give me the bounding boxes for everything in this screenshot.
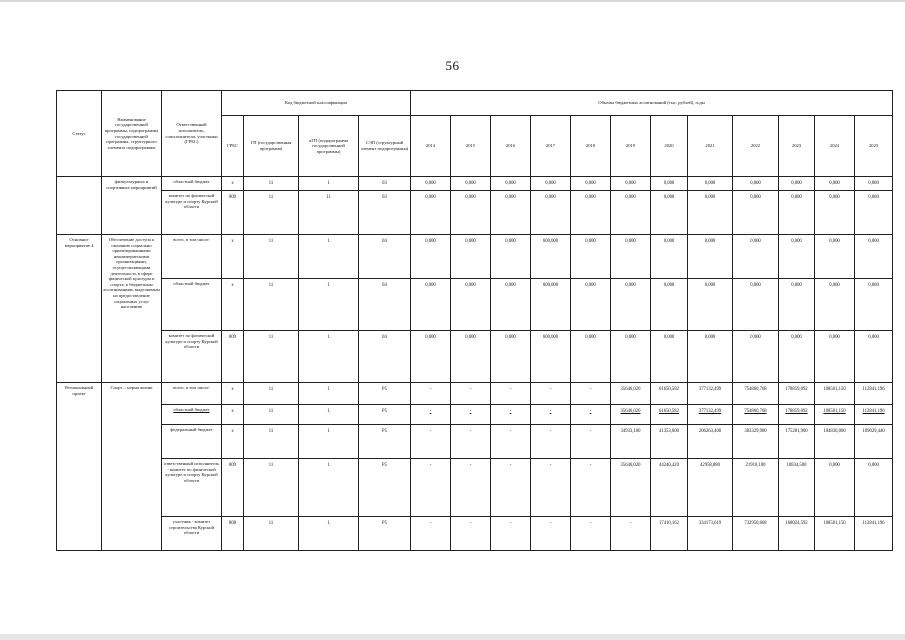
row-value: - <box>411 405 451 425</box>
row-grbs: x <box>222 279 244 331</box>
header-name: Наименование государственной программы, подпрограммы государственной программы, структурного элемента подпрограммы <box>102 91 162 177</box>
row-value: - <box>571 425 611 459</box>
row-value: 0,000 <box>491 191 531 235</box>
row-value: 0,000 <box>855 235 893 279</box>
scan-edge-bottom <box>0 634 905 640</box>
row-value: 383329,900 <box>733 425 779 459</box>
row-value: 0,000 <box>855 191 893 235</box>
row-sep: 04 <box>359 279 411 331</box>
row-value: - <box>491 517 531 551</box>
row-executor: федеральный бюджет <box>162 425 222 459</box>
header-code-group: Код бюджетной классификации <box>222 91 411 116</box>
row-gp: 11 <box>244 459 299 517</box>
row-value: - <box>531 459 571 517</box>
row-value: 41353,600 <box>651 425 688 459</box>
header-code-col: ГРБС <box>222 116 244 177</box>
row-value: 112841,196 <box>855 405 893 425</box>
row-grbs: 809 <box>222 191 244 235</box>
table-row <box>57 331 893 383</box>
row-value: - <box>571 517 611 551</box>
row-executor: комитет по физической культуре и спорту Курской области <box>162 331 222 383</box>
row-gp: 11 <box>244 191 299 235</box>
row-value: 0,000 <box>733 331 779 383</box>
row-value: 0,000 <box>451 235 491 279</box>
row-value: 175281,900 <box>779 425 815 459</box>
row-value: 206263,400 <box>688 425 733 459</box>
header-code-col: СЭП (структурный элемент подпрограммы) <box>359 116 411 177</box>
row-value: 0,000 <box>779 235 815 279</box>
row-value: 0,000 <box>688 279 733 331</box>
row-value: - <box>411 383 451 405</box>
row-value: 34933,100 <box>611 425 651 459</box>
row-value: 0,000 <box>411 177 451 191</box>
row-grbs: x <box>222 425 244 459</box>
row-executor: всего, в том числе: <box>162 383 222 405</box>
header-year: 2014 <box>411 116 451 177</box>
row-value: - <box>531 405 571 425</box>
row-value: - <box>531 383 571 405</box>
header-executor: Ответственный исполнитель, соисполнители, участники (ГРБС) <box>162 91 222 177</box>
row-value: 61650,582 <box>651 383 688 405</box>
row-value: 178859,092 <box>779 383 815 405</box>
row-value: - <box>491 383 531 405</box>
row-grbs: 808 <box>222 517 244 551</box>
row-value: 0,000 <box>451 331 491 383</box>
row-sep: P5 <box>359 383 411 405</box>
header-year: 2019 <box>611 116 651 177</box>
table-row <box>57 405 893 425</box>
row-value: 0,000 <box>815 459 855 517</box>
row-status: Региональный проект <box>57 383 102 551</box>
row-value: 0,000 <box>688 235 733 279</box>
header-code-col: ГП (государственная программа) <box>244 116 299 177</box>
row-sep: P5 <box>359 425 411 459</box>
row-gp: 11 <box>244 177 299 191</box>
row-value: 0,000 <box>531 177 571 191</box>
page-number: 56 <box>445 58 460 73</box>
row-value: - <box>611 517 651 551</box>
row-value: 21910,100 <box>733 459 779 517</box>
row-value: 0,000 <box>855 331 893 383</box>
row-value: 0,000 <box>611 331 651 383</box>
row-value: 0,000 <box>815 177 855 191</box>
row-value: 42958,880 <box>688 459 733 517</box>
row-value: 377132,499 <box>688 405 733 425</box>
scan-edge-top <box>0 0 905 2</box>
row-grbs: x <box>222 177 244 191</box>
row-value: 35646,020 <box>611 459 651 517</box>
row-executor: всего, в том числе: <box>162 235 222 279</box>
header-year: 2021 <box>688 116 733 177</box>
table-row <box>57 459 893 517</box>
row-value: 0,000 <box>611 279 651 331</box>
row-value: 112841,196 <box>855 383 893 405</box>
row-value: 44240,420 <box>651 459 688 517</box>
row-value: 0,000 <box>733 177 779 191</box>
table-body <box>57 177 893 551</box>
row-value: - <box>531 425 571 459</box>
row-value: - <box>491 405 531 425</box>
row-gp: 11 <box>244 517 299 551</box>
row-value: - <box>451 405 491 425</box>
row-value: 0,000 <box>571 235 611 279</box>
header-code-col: пГП (подпрограмма государственной программы) <box>299 116 359 177</box>
row-value: 0,000 <box>733 235 779 279</box>
row-sep: 04 <box>359 331 411 383</box>
row-value: 334173,619 <box>688 517 733 551</box>
row-grbs: x <box>222 235 244 279</box>
row-sep: P5 <box>359 517 411 551</box>
table-row <box>57 383 893 405</box>
row-value: 10834,500 <box>779 459 815 517</box>
row-value: - <box>451 383 491 405</box>
row-value: 0,000 <box>779 177 815 191</box>
row-executor: комитет по физической культуре и спорту Курской области <box>162 191 222 235</box>
row-value: - <box>451 517 491 551</box>
row-value: 0,000 <box>491 177 531 191</box>
row-sep: 03 <box>359 177 411 191</box>
row-pgp: 1 <box>299 279 359 331</box>
row-pgp: 1 <box>299 517 359 551</box>
row-sep: 04 <box>359 235 411 279</box>
row-value: 0,000 <box>855 459 893 517</box>
row-value: - <box>451 459 491 517</box>
table-row <box>57 279 893 331</box>
row-value: 0,000 <box>451 279 491 331</box>
row-value: 0,000 <box>651 177 688 191</box>
row-gp: 11 <box>244 425 299 459</box>
row-value: - <box>571 383 611 405</box>
row-value: 35646,020 <box>611 405 651 425</box>
row-value: 0,000 <box>411 235 451 279</box>
row-value: - <box>451 425 491 459</box>
row-value: 35646,020 <box>611 383 651 405</box>
header-year: 2020 <box>651 116 688 177</box>
row-value: 0,000 <box>571 191 611 235</box>
row-gp: 11 <box>244 383 299 405</box>
row-value: 0,000 <box>815 191 855 235</box>
row-value: 108501,150 <box>815 383 855 405</box>
row-value: 0,000 <box>855 279 893 331</box>
row-value: - <box>411 459 451 517</box>
row-sep: P5 <box>359 459 411 517</box>
row-value: 754860,768 <box>733 383 779 405</box>
row-value: 0,000 <box>815 235 855 279</box>
row-value: - <box>571 459 611 517</box>
row-value: 377132,499 <box>688 383 733 405</box>
row-value: 104836,000 <box>815 425 855 459</box>
row-pgp: 1 <box>299 235 359 279</box>
row-executor: ответственный исполнитель - комитет по физической культуре и спорту Курской области <box>162 459 222 517</box>
row-value: 0,000 <box>451 191 491 235</box>
row-value: 0,000 <box>779 191 815 235</box>
header-year: 2017 <box>531 116 571 177</box>
row-gp: 11 <box>244 279 299 331</box>
row-value: 178859,092 <box>779 405 815 425</box>
row-value: 0,000 <box>531 191 571 235</box>
row-grbs: x <box>222 405 244 425</box>
row-value: - <box>411 425 451 459</box>
row-value: 109029,440 <box>855 425 893 459</box>
row-value: 0,000 <box>779 331 815 383</box>
row-sep: 03 <box>359 191 411 235</box>
row-executor: областной бюджет <box>162 279 222 331</box>
row-gp: 11 <box>244 331 299 383</box>
row-value: 0,000 <box>411 191 451 235</box>
table-row <box>57 191 893 235</box>
row-sep: P5 <box>359 405 411 425</box>
row-value: 0,000 <box>733 279 779 331</box>
row-value: - <box>531 517 571 551</box>
row-status: Основное мероприятие 4 <box>57 235 102 383</box>
row-value: 0,000 <box>651 279 688 331</box>
header-row-top <box>57 91 893 116</box>
row-gp: 11 <box>244 235 299 279</box>
row-value: 0,000 <box>491 331 531 383</box>
row-value: 0,000 <box>651 191 688 235</box>
table-row <box>57 425 893 459</box>
header-year: 2024 <box>815 116 855 177</box>
row-value: 0,000 <box>688 331 733 383</box>
header-year: 2022 <box>733 116 779 177</box>
row-value: 732950,668 <box>733 517 779 551</box>
row-gp: 11 <box>244 405 299 425</box>
row-grbs: x <box>222 383 244 405</box>
row-pgp: 1 <box>299 459 359 517</box>
row-name: Обеспечение доступа к оказанию социально ориентированными некоммерческими организациями, осуществляющими деятельность в сфере физической культуры и спорта, к бюджетным ассигнованиям, выделяемым на предоставление социальных услуг населению <box>102 235 162 383</box>
row-executor: участник - комитет строительства Курской области <box>162 517 222 551</box>
row-value: 0,000 <box>491 279 531 331</box>
row-value: 600,000 <box>531 279 571 331</box>
row-value: 61650,582 <box>651 405 688 425</box>
row-value: 0,000 <box>611 177 651 191</box>
row-value: 0,000 <box>411 331 451 383</box>
row-pgp: 1 <box>299 425 359 459</box>
row-value: 0,000 <box>815 279 855 331</box>
row-value: 0,000 <box>611 235 651 279</box>
row-pgp: 1 <box>299 383 359 405</box>
row-name: Спорт – норма жизни <box>102 383 162 551</box>
row-pgp: 1 <box>299 405 359 425</box>
header-volumes-group: Объемы бюджетных ассигнований (тыс. рублей), годы <box>411 91 893 116</box>
table-row <box>57 517 893 551</box>
header-status: Статус <box>57 91 102 177</box>
header-year: 2016 <box>491 116 531 177</box>
row-value: - <box>491 425 531 459</box>
row-value: 600,000 <box>531 331 571 383</box>
row-value: 108501,150 <box>815 517 855 551</box>
table-row <box>57 235 893 279</box>
row-value: 0,000 <box>571 331 611 383</box>
row-value: 17410,162 <box>651 517 688 551</box>
row-value: 168024,592 <box>779 517 815 551</box>
row-value: 112841,196 <box>855 517 893 551</box>
row-value: 0,000 <box>571 177 611 191</box>
row-pgp: 1 <box>299 177 359 191</box>
row-executor: областной бюджет <box>162 177 222 191</box>
row-value: - <box>571 405 611 425</box>
header-year: 2018 <box>571 116 611 177</box>
row-value: 0,000 <box>733 191 779 235</box>
row-grbs: 809 <box>222 331 244 383</box>
row-value: 754860,768 <box>733 405 779 425</box>
header-year: 2023 <box>779 116 815 177</box>
budget-table <box>56 90 893 551</box>
row-value: - <box>491 459 531 517</box>
header-year: 2015 <box>451 116 491 177</box>
row-value: 0,000 <box>688 191 733 235</box>
row-value: 0,000 <box>651 235 688 279</box>
row-value: 0,000 <box>411 279 451 331</box>
row-value: 0,000 <box>491 235 531 279</box>
row-value: 0,000 <box>651 331 688 383</box>
row-pgp: 11 <box>299 191 359 235</box>
row-value: - <box>411 517 451 551</box>
table-row <box>57 177 893 191</box>
row-value: 0,000 <box>855 177 893 191</box>
row-value: 0,000 <box>611 191 651 235</box>
row-executor: областной бюджет <box>162 405 222 425</box>
row-value: 0,000 <box>779 279 815 331</box>
row-value: 0,000 <box>815 331 855 383</box>
row-value: 600,000 <box>531 235 571 279</box>
row-pgp: 1 <box>299 331 359 383</box>
row-status <box>57 177 102 235</box>
row-value: 108501,150 <box>815 405 855 425</box>
header-year: 2025 <box>855 116 893 177</box>
row-value: 0,000 <box>571 279 611 331</box>
row-value: 0,000 <box>451 177 491 191</box>
row-value: 0,000 <box>688 177 733 191</box>
row-grbs: 809 <box>222 459 244 517</box>
row-name: физкультурных и спортивных мероприятий <box>102 177 162 235</box>
